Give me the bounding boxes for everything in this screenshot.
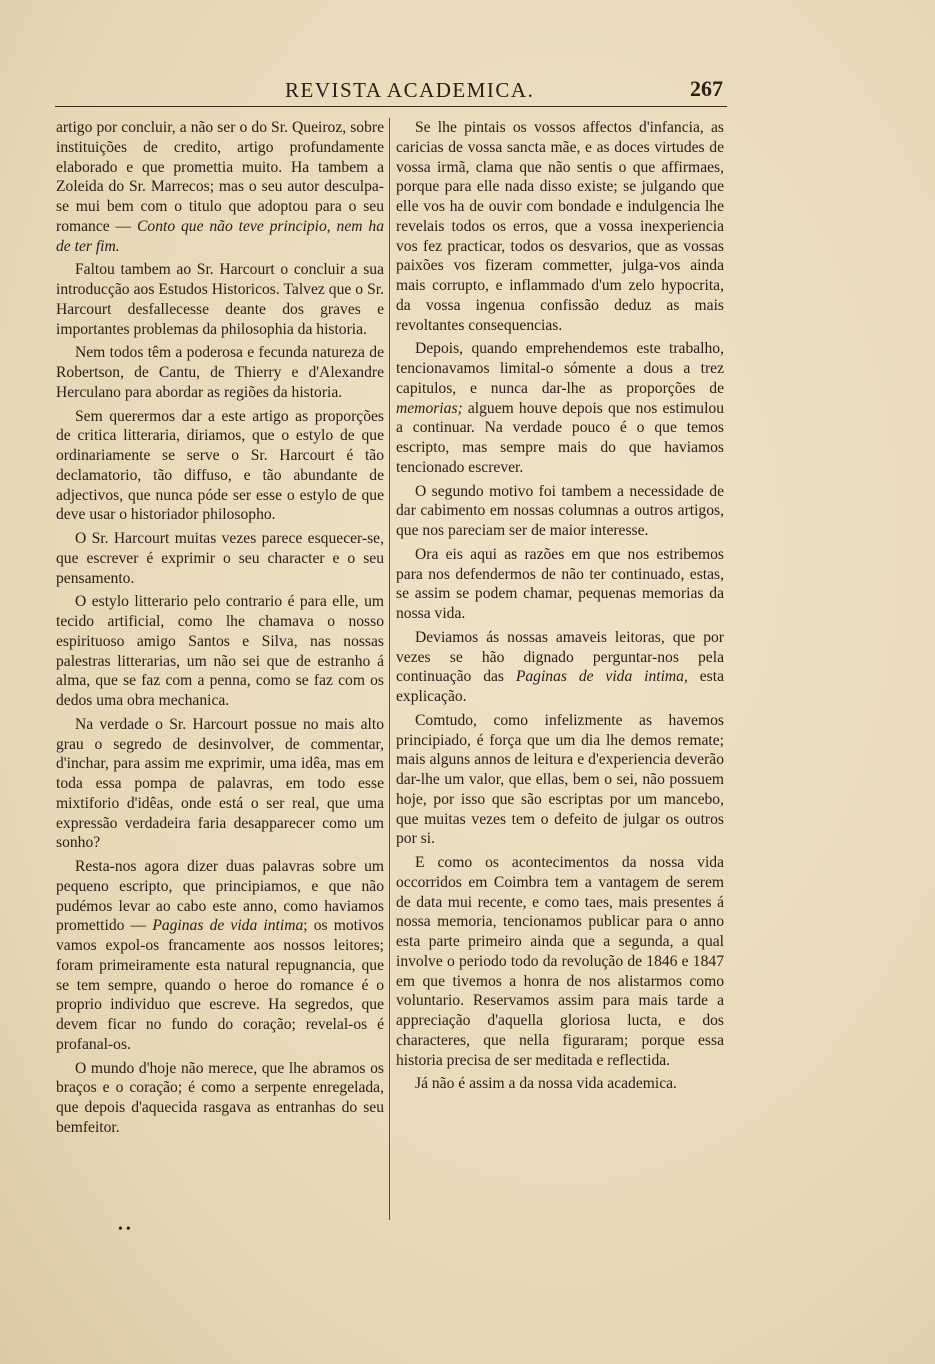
page-number: 267: [690, 76, 723, 101]
paragraph: [396, 711, 724, 849]
paragraph: [56, 118, 384, 256]
paragraph: [396, 339, 724, 477]
text-run: Sem querermos dar a este artigo as proporções de critica litteraria, diriamos, que o estylo de que ordinariamente se serve o Sr. Harcourt é tão declamatorio, tão diffuso, e tão abundante de adjectivos, que nunca póde ser esse o estylo de que deve usar o historiador philosopho.: [56, 407, 384, 524]
paragraph: [56, 715, 384, 853]
text-run: Depois, quando emprehendemos este trabalho, tencionavamos limital-o sómente a dous a trez capitulos, e nunca dar-lhe as proporções de: [396, 340, 724, 397]
paragraph: [56, 592, 384, 711]
text-run: Resta-nos agora dizer duas palavras sobre um pequeno escripto, que principiamos, e que não pudémos levar ao cabo este anno, como haviamos promettido —: [56, 858, 384, 935]
column-divider: [389, 118, 390, 1220]
italic-text: Paginas de vida intima,: [515, 668, 688, 686]
text-run: alguem houve depois que nos estimulou a continuar. Na verdade pouco é o que temos escripto, mas sempre mais do que haviamos tencionado escrever.: [396, 399, 724, 476]
text-run: Se lhe pintais os vossos affectos d'infancia, as caricias de vossa sancta mãe, e as doces virtudes de vossa irmã, clama que não sentis o que affirmaes, porque para elle nada disso existe; se julgando que elle vos ha de ouvir com bondade e indulgencia lhe revelais todos os erros, que a vossa inexperiencia vos fez practicar, todos os desvarios, que as vossas paixões vos fizeram commetter, julga-vos ainda mais corrupto, e inflammado d'um zelo hypocrita, da vossa ingenua confissão deduz as mais revoltantes consequencias.: [396, 119, 724, 334]
text-run: Comtudo, como infelizmente as havemos principiado, é força que um dia lhe demos remate; mais alguns annos de leitura e d'experiencia deverão dar-lhe um valor, que ellas, bem o sei, não possuem hoje, por isso que são escriptas por um mancebo, que muitas vezes tem o defeito de julgar os outros por si.: [396, 711, 724, 848]
paragraph: [396, 853, 724, 1070]
text-run: artigo por concluir, a não ser o do Sr. Queiroz, sobre instituições de credito, artigo profundamente elaborado e que promettia muito. Ha tambem a Zoleida do Sr. Marrecos; mas o seu autor desculpa-se mui bem com o titulo que adoptou para o seu romance —: [56, 119, 384, 235]
text-run: O mundo d'hoje não merece, que lhe abramos os braços e o coração; é como a serpente enregelada, que depois d'aquecida rasgava as entranhas do seu bemfeitor.: [56, 1059, 384, 1136]
italic-text: Paginas de vida intima: [152, 917, 304, 935]
text-run: O estylo litterario pelo contrario é para elle, um tecido artificial, como lhe chamava o nosso espirituoso amigo Santos e Silva, nas nossas palestras litterarias, um não sei que de estranho á alma, que se faz com a penna, como se faz com os dedos uma obra mechanica.: [56, 593, 384, 709]
paragraph: [396, 545, 724, 624]
paragraph: [56, 529, 384, 588]
paragraph: [396, 118, 724, 335]
text-run: esta explicação.: [396, 668, 724, 705]
text-run: Já não é assim a da nossa vida academica.: [415, 1075, 677, 1093]
paragraph: [396, 482, 724, 541]
paragraph: [56, 260, 384, 339]
page-header: [55, 74, 727, 107]
paragraph: [56, 1059, 384, 1138]
footer-mark: ••: [118, 1222, 134, 1237]
paragraph: [56, 407, 384, 526]
right-column: [396, 118, 724, 1094]
text-run: O Sr. Harcourt muitas vezes parece esquecer-se, que escrever é exprimir o seu character e o seu pensamento.: [56, 530, 384, 587]
italic-text: memorias;: [396, 399, 463, 417]
running-title: REVISTA ACADEMICA.: [285, 78, 535, 102]
paragraph: [396, 1074, 724, 1094]
text-run: Deviamos ás nossas amaveis leitoras, que por vezes se hão dignado perguntar-nos pela continuação das: [396, 628, 724, 686]
text-run: Nem todos têm a poderosa e fecunda natureza de Robertson, de Cantu, de Thierry e d'Alexandre Herculano para abordar as regiões da historia.: [56, 344, 384, 401]
text-run: Ora eis aqui as razões em que nos estribemos para nos defendermos de não ter continuado, estas, se assim se podem chamar, pequenas memorias da nossa vida.: [396, 545, 724, 622]
text-run: ; os motivos vamos expol-os francamente aos nossos leitores; foram primeiramente esta natural repugnancia, que se tem sempre, quando o heroe do romance é o proprio individuo que escreve. Ha segredos, que devem ficar no fundo do coração; revelal-os é profanal-os.: [56, 917, 384, 1053]
text-run: O segundo motivo foi tambem a necessidade de dar cabimento em nossas columnas a outros artigos, que nos pareciam ser de maior interesse.: [396, 482, 724, 539]
text-run: Na verdade o Sr. Harcourt possue no mais alto grau o segredo de desinvolver, de commentar, d'inchar, para assim me exprimir, uma idêa, mas em toda essa pompa de palavras, em todo esse mixtiforio d'idêas, onde está o ser real, que uma expressão verdadeira faria desapparecer como um sonho?: [56, 715, 384, 852]
italic-text: Conto que não teve principio, nem ha de ter fim.: [56, 217, 384, 255]
left-column: [56, 118, 384, 1138]
text-run: E como os acontecimentos da nossa vida occorridos em Coimbra tem a vantagem de serem de data mui recente, e como taes, mais presentes á nossa memoria, tencionamos publicar para o anno esta parte primeiro ainda que a segunda, a qual involve o periodo todo da revolução de 1846 e 1847 em que tivemos a honra de nos alistarmos como voluntario. Reservamos assim para mais tarde a appreciação d'aquella gloriosa lucta, e dos characteres, que nella figuraram; porque essa historia precisa de ser meditada e reflectida.: [396, 854, 724, 1069]
paragraph: [396, 628, 724, 707]
paragraph: [56, 343, 384, 402]
text-run: Faltou tambem ao Sr. Harcourt o concluir a sua introducção aos Estudos Historicos. Talvez que o Sr. Harcourt desfallecesse deante dos graves e importantes problemas da philosophia da historia.: [56, 261, 384, 338]
paragraph: [56, 857, 384, 1055]
